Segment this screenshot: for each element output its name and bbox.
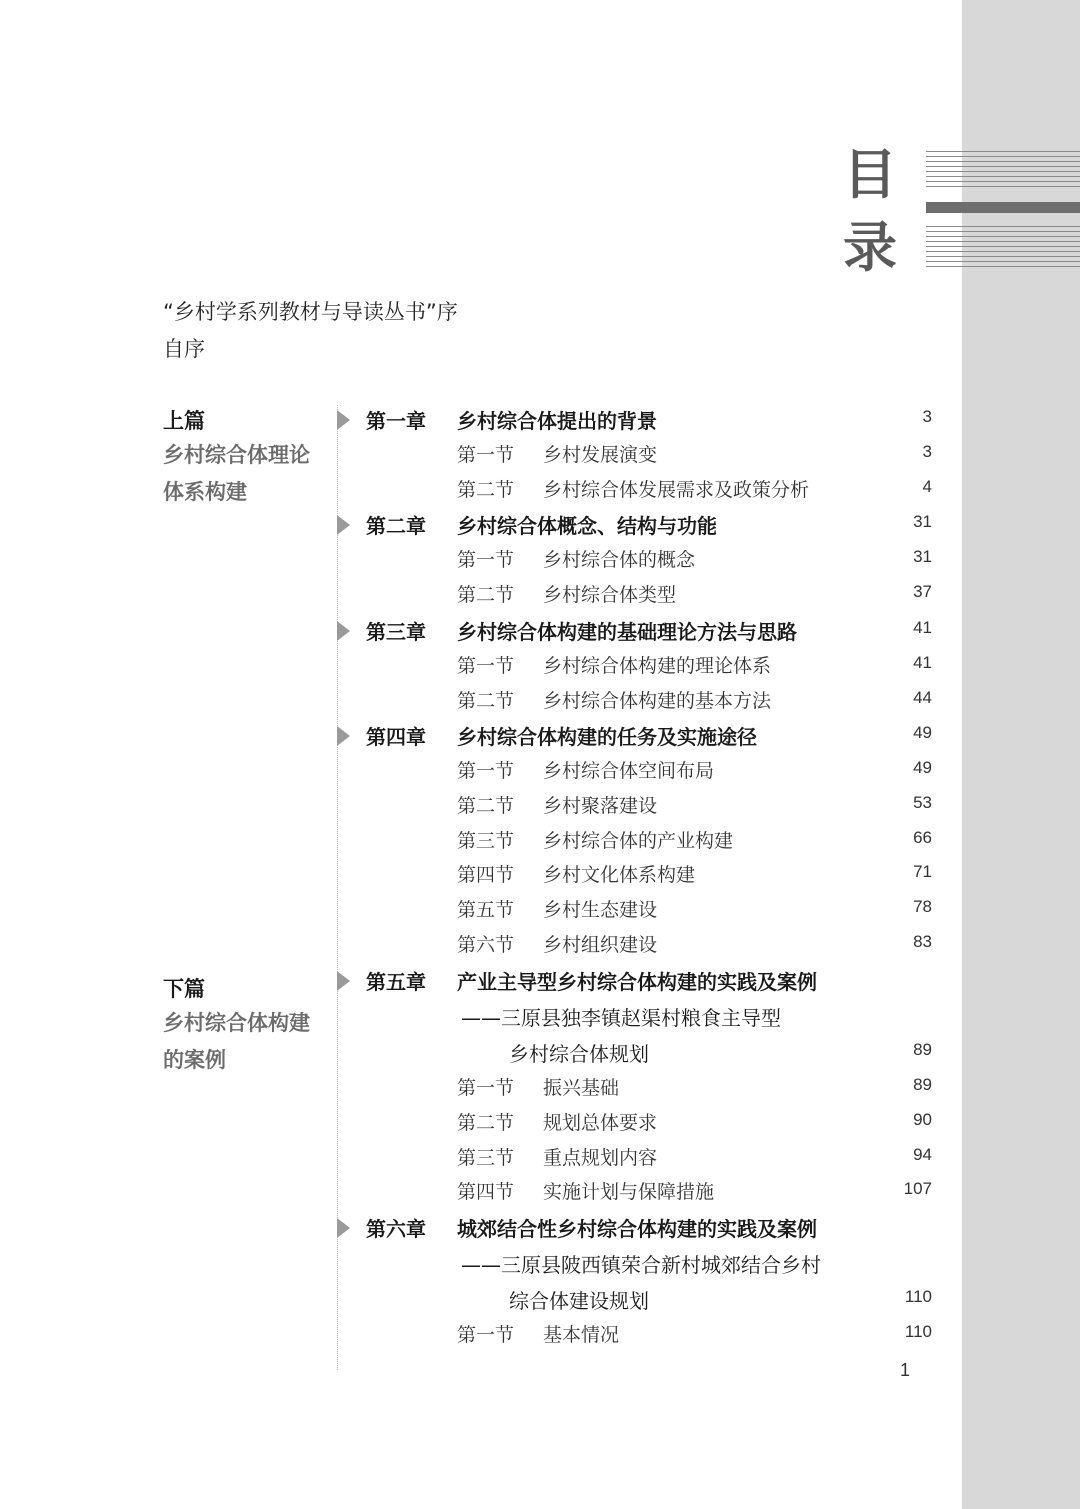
- chapter-title: 城郊结合性乡村综合体构建的实践及案例: [457, 1217, 817, 1241]
- section-title: 基本情况: [543, 1324, 620, 1346]
- section-number: 第四节: [457, 864, 515, 886]
- front-matter-author-preface[interactable]: 自序: [163, 337, 205, 361]
- section-number: 第一节: [457, 444, 515, 466]
- toc-chapter-5-subtitle-cont[interactable]: [335, 1038, 935, 1068]
- toc-section[interactable]: [335, 545, 935, 575]
- section-number: 第六节: [457, 934, 515, 956]
- part-2-label: 下篇: [163, 977, 205, 1001]
- section-title: 乡村综合体发展需求及政策分析: [543, 479, 810, 501]
- section-title: 乡村文化体系构建: [543, 864, 696, 886]
- toc-section[interactable]: [335, 651, 935, 681]
- decor-bar: [926, 202, 1080, 213]
- section-title: 乡村综合体空间布局: [543, 760, 715, 782]
- section-title: 乡村聚落建设: [543, 795, 658, 817]
- section-title: 乡村综合体构建的基本方法: [543, 690, 772, 712]
- chapter-subtitle-line1: ——三原县独李镇赵渠村粮食主导型: [461, 1006, 781, 1030]
- heading-char-1: 目: [843, 142, 897, 206]
- chapter-number: 第二章: [366, 514, 426, 538]
- page-ref: 107: [903, 1179, 932, 1198]
- section-number: 第四节: [457, 1181, 515, 1203]
- part-2-subtitle: 乡村综合体构建的案例: [163, 1011, 310, 1072]
- toc-section[interactable]: [335, 580, 935, 610]
- triangle-arrow-icon: [337, 515, 350, 535]
- chapter-number: 第一章: [366, 409, 426, 433]
- decor-lines-bottom: [926, 226, 1080, 271]
- section-number: 第二节: [457, 795, 515, 817]
- page-ref: 37: [913, 582, 932, 601]
- page-ref: 110: [904, 1287, 932, 1306]
- page-ref: 83: [913, 932, 932, 951]
- section-title: 实施计划与保障措施: [543, 1181, 715, 1203]
- toc-chapter-4[interactable]: [335, 721, 935, 751]
- section-title: 乡村综合体类型: [543, 584, 677, 606]
- section-title: 乡村综合体的概念: [543, 549, 696, 571]
- toc-section[interactable]: [335, 1073, 935, 1103]
- section-title: 规划总体要求: [543, 1112, 658, 1134]
- chapter-number: 第四章: [366, 725, 426, 749]
- toc-section[interactable]: [335, 1177, 935, 1207]
- section-number: 第一节: [457, 1077, 515, 1099]
- page-ref: 89: [913, 1075, 932, 1094]
- chapter-subtitle-line1: ——三原县陂西镇荣合新村城郊结合乡村: [461, 1253, 821, 1277]
- page-ref: 110: [904, 1322, 932, 1341]
- section-number: 第一节: [457, 549, 515, 571]
- chapter-title: 产业主导型乡村综合体构建的实践及案例: [457, 970, 817, 994]
- triangle-arrow-icon: [337, 621, 350, 641]
- section-number: 第五节: [457, 899, 515, 921]
- page-ref: 66: [913, 828, 932, 847]
- page-ref: 78: [913, 897, 932, 916]
- triangle-arrow-icon: [337, 726, 350, 746]
- toc-section[interactable]: [335, 440, 935, 470]
- toc-section[interactable]: [335, 860, 935, 890]
- heading-char-2: 录: [843, 215, 897, 279]
- page-ref: 71: [913, 862, 932, 881]
- page-ref: 31: [913, 512, 932, 531]
- section-title: 乡村组织建设: [543, 934, 658, 956]
- section-number: 第三节: [457, 1147, 515, 1169]
- front-matter-series-preface[interactable]: “乡村学系列教材与导读丛书”序: [163, 300, 458, 324]
- toc-section[interactable]: [335, 756, 935, 786]
- page-number: 1: [900, 1360, 911, 1380]
- page-ref: 49: [913, 723, 932, 742]
- toc-section[interactable]: [335, 475, 935, 505]
- page-ref: 49: [913, 758, 932, 777]
- toc-chapter-5[interactable]: [335, 966, 935, 996]
- page-ref: 41: [913, 618, 932, 637]
- chapter-number: 第三章: [366, 620, 426, 644]
- toc-section[interactable]: [335, 1143, 935, 1173]
- section-number: 第三节: [457, 830, 515, 852]
- toc-section[interactable]: [335, 1108, 935, 1138]
- section-title: 乡村生态建设: [543, 899, 658, 921]
- toc-section[interactable]: [335, 791, 935, 821]
- section-title: 重点规划内容: [543, 1147, 658, 1169]
- chapter-title: 乡村综合体概念、结构与功能: [457, 514, 717, 538]
- section-number: 第二节: [457, 479, 515, 501]
- section-title: 乡村综合体构建的理论体系: [543, 655, 772, 677]
- triangle-arrow-icon: [337, 410, 350, 430]
- section-number: 第一节: [457, 1324, 515, 1346]
- triangle-arrow-icon: [337, 971, 350, 991]
- triangle-arrow-icon: [337, 1218, 350, 1238]
- part-1-label: 上篇: [163, 409, 205, 433]
- toc-section[interactable]: [335, 895, 935, 925]
- section-title: 乡村发展演变: [543, 444, 658, 466]
- toc-section[interactable]: [335, 1320, 935, 1350]
- page-ref: 3: [922, 442, 932, 461]
- toc-chapter-6-subtitle[interactable]: [335, 1249, 935, 1279]
- page-ref: 53: [913, 793, 932, 812]
- section-number: 第二节: [457, 584, 515, 606]
- section-number: 第一节: [457, 655, 515, 677]
- section-number: 第一节: [457, 760, 515, 782]
- section-title: 乡村综合体的产业构建: [543, 830, 734, 852]
- chapter-subtitle-line2: 综合体建设规划: [509, 1289, 649, 1313]
- page-ref: 89: [913, 1040, 932, 1059]
- chapter-number: 第六章: [366, 1217, 426, 1241]
- chapter-title: 乡村综合体构建的任务及实施途径: [457, 725, 757, 749]
- toc-chapter-6-subtitle-cont[interactable]: [335, 1285, 935, 1315]
- toc-chapter-5-subtitle[interactable]: [335, 1002, 935, 1032]
- decor-lines-top: [926, 151, 1080, 191]
- page-ref: 4: [922, 477, 932, 496]
- toc-section[interactable]: [335, 930, 935, 960]
- chapter-title: 乡村综合体提出的背景: [457, 409, 657, 433]
- section-title: 振兴基础: [543, 1077, 620, 1099]
- chapter-number: 第五章: [366, 970, 426, 994]
- page-ref: 94: [913, 1145, 932, 1164]
- toc-chapter-6[interactable]: [335, 1213, 935, 1243]
- toc-section[interactable]: [335, 686, 935, 716]
- section-number: 第二节: [457, 690, 515, 712]
- page-ref: 41: [913, 653, 932, 672]
- page-ref: 44: [913, 688, 932, 707]
- part-1-subtitle: 乡村综合体理论体系构建: [163, 443, 310, 504]
- chapter-title: 乡村综合体构建的基础理论方法与思路: [457, 620, 797, 644]
- toc-chapter-2[interactable]: [335, 510, 935, 540]
- toc-chapter-1[interactable]: [335, 405, 935, 435]
- toc-chapter-3[interactable]: [335, 616, 935, 646]
- page-ref: 31: [913, 547, 932, 566]
- page-ref: 3: [922, 407, 932, 426]
- toc-section[interactable]: [335, 826, 935, 856]
- section-number: 第二节: [457, 1112, 515, 1134]
- page-ref: 90: [913, 1110, 932, 1129]
- chapter-subtitle-line2: 乡村综合体规划: [509, 1042, 649, 1066]
